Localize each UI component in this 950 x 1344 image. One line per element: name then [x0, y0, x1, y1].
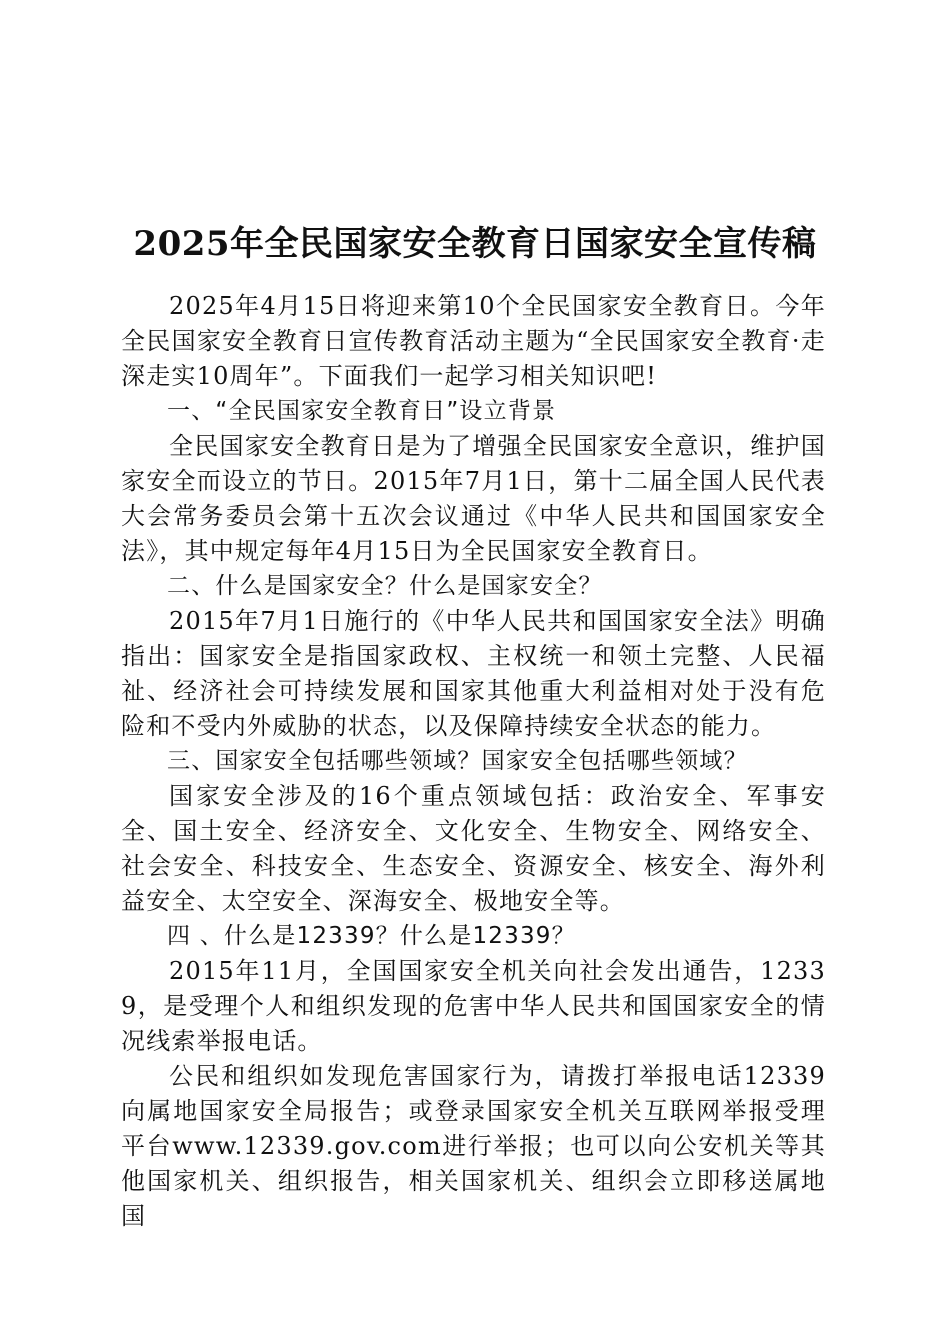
section-heading-2: 二、什么是国家安全？什么是国家安全？ [167, 573, 603, 599]
section-3-paragraph: 国家安全涉及的16个重点领域包括：政治安全、军事安全、国土安全、经济安全、文化安全、生物安全、网络安全、社会安全、科技安全、生态安全、资源安全、核安全、海外利益安全、太空安全、深海安全、极地安全等。 [121, 782, 826, 915]
section-4-paragraph-2: 公民和组织如发现危害国家行为，请拨打举报电话12339向属地国家安全局报告；或登录国家安全机关互联网举报受理平台www.12339.gov.com进行举报；也可以向公安机关等其他国家机关、组织报告，相关国家机关、组织会立即移送属地国 [121, 1062, 826, 1230]
document-title: 2025年全民国家安全教育日国家安全宣传稿 [133, 223, 817, 264]
section-heading-1: 一、“全民国家安全教育日”设立背景 [167, 398, 557, 424]
section-2-paragraph: 2015年7月1日施行的《中华人民共和国国家安全法》明确指出：国家安全是指国家政权、主权统一和领土完整、人民福祉、经济社会可持续发展和国家其他重大利益相对处于没有危险和不受内外威胁的状态，以及保障持续安全状态的能力。 [121, 607, 826, 740]
section-heading-4: 四 、什么是12339？什么是12339？ [167, 923, 576, 949]
section-1-paragraph: 全民国家安全教育日是为了增强全民国家安全意识，维护国家安全而设立的节日。2015年7月1日，第十二届全国人民代表大会常务委员会第十五次会议通过《中华人民共和国国家安全法》，其中规定每年4月15日为全民国家安全教育日。 [121, 432, 826, 565]
section-4-paragraph-1: 2015年11月，全国国家安全机关向社会发出通告，12339，是受理个人和组织发现的危害中华人民共和国国家安全的情况线索举报电话。 [121, 957, 826, 1055]
document-body [121, 289, 826, 1234]
section-heading-3: 三、国家安全包括哪些领域？国家安全包括哪些领域？ [167, 748, 748, 774]
intro-paragraph: 2025年4月15日将迎来第10个全民国家安全教育日。今年全民国家安全教育日宣传教育活动主题为“全民国家安全教育·走深走实10周年”。下面我们一起学习相关知识吧! [121, 292, 826, 390]
